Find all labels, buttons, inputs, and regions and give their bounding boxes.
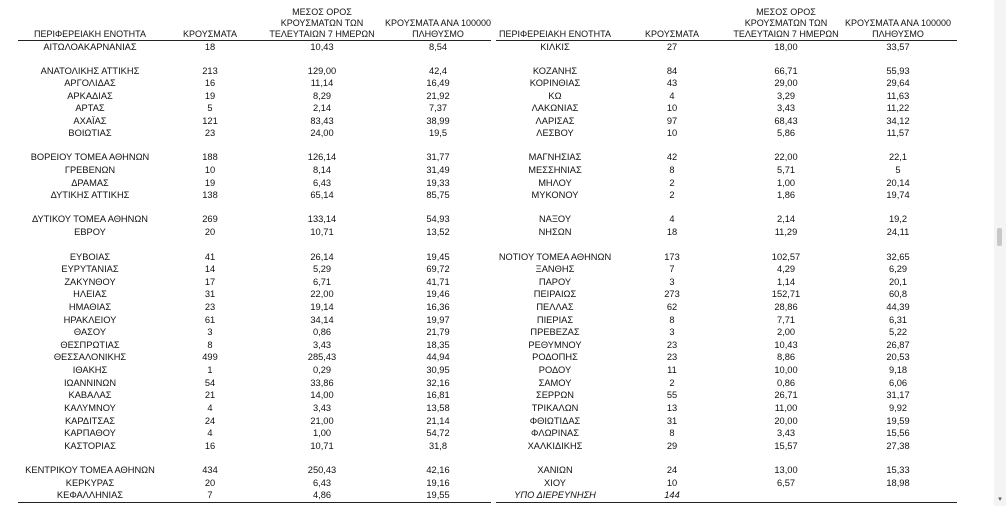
cases-value: 273: [664, 289, 680, 299]
per100k-value: 19,97: [426, 315, 450, 325]
region-name: ΧΑΝΙΩΝ: [537, 465, 573, 475]
avg7-value: 250,43: [307, 465, 337, 475]
region-name: ΛΑΡΙΣΑΣ: [535, 116, 575, 126]
per100k-value: 31,77: [426, 152, 450, 162]
header-cases: ΚΡΟΥΣΜΑΤΑ: [183, 29, 237, 39]
cases-value: 10: [204, 165, 216, 175]
region-name: ΛΕΣΒΟΥ: [536, 128, 574, 138]
avg7-value: 10,43: [310, 42, 334, 52]
region-name: ΚΑΡΠΑΘΟΥ: [64, 428, 116, 438]
avg7-value: 5,86: [776, 128, 796, 138]
cases-value: 10: [666, 103, 678, 113]
cases-value: 23: [666, 352, 678, 362]
region-name: ΚΕΝΤΡΙΚΟΥ ΤΟΜΕΑ ΑΘΗΝΩΝ: [25, 465, 155, 475]
region-name: ΦΘΙΩΤΙΔΑΣ: [529, 416, 581, 426]
cases-value: 5: [207, 103, 213, 113]
avg7-value: 102,57: [771, 252, 801, 262]
per100k-value: 27,38: [886, 441, 910, 451]
cases-value: 18: [666, 227, 678, 237]
table-bottom-rule: [18, 502, 491, 503]
per100k-value: 19,74: [886, 190, 910, 200]
per100k-value: 30,95: [426, 365, 450, 375]
per100k-value: 32,16: [426, 378, 450, 388]
avg7-value: 3,29: [776, 91, 796, 101]
avg7-value: 5,29: [312, 264, 332, 274]
per100k-value: 19,45: [426, 252, 450, 262]
cases-value: 4: [669, 214, 675, 224]
avg7-value: 20,00: [774, 416, 798, 426]
avg7-value: 8,14: [312, 165, 332, 175]
region-name: ΚΑΡΔΙΤΣΑΣ: [64, 416, 116, 426]
per100k-value: 19,33: [426, 178, 450, 188]
cases-value: 10: [666, 478, 678, 488]
region-name: ΔΥΤΙΚΗΣ ΑΤΤΙΚΗΣ: [50, 190, 130, 200]
avg7-value: 8,29: [312, 91, 332, 101]
avg7-value: 6,71: [312, 277, 332, 287]
per100k-value: 19,16: [426, 478, 450, 488]
per100k-value: 31,49: [426, 165, 450, 175]
cases-value: 4: [669, 91, 675, 101]
header-rule: [18, 40, 491, 41]
region-name: ΗΡΑΚΛΕΙΟΥ: [63, 315, 117, 325]
avg7-value: 6,43: [312, 478, 332, 488]
per100k-value: 38,99: [426, 116, 450, 126]
region-name: ΑΡΓΟΛΙΔΑΣ: [64, 78, 116, 88]
cases-value: 97: [666, 116, 678, 126]
cases-value: 4: [207, 403, 213, 413]
cases-value: 16: [204, 441, 216, 451]
region-name: ΜΥΚΟΝΟΥ: [531, 190, 579, 200]
avg7-value: 19,14: [310, 302, 334, 312]
region-name: ΜΕΣΣΗΝΙΑΣ: [528, 165, 582, 175]
header-avg7: ΜΕΣΟΣ ΟΡΟΣ ΚΡΟΥΣΜΑΤΩΝ ΤΩΝ ΤΕΛΕΥΤΑΙΩΝ 7 ΗΜΕΡΩΝ: [733, 7, 839, 39]
avg7-value: 33,86: [310, 378, 334, 388]
header-region: ΠΕΡΙΦΕΡΕΙΑΚΗ ΕΝΟΤΗΤΑ: [33, 29, 147, 39]
avg7-value: 2,14: [312, 103, 332, 113]
cases-value: 61: [204, 315, 216, 325]
region-name: ΜΗΛΟΥ: [538, 178, 572, 188]
region-name: ΙΘΑΚΗΣ: [72, 365, 108, 375]
per100k-value: 29,64: [886, 78, 910, 88]
region-name: ΛΑΚΩΝΙΑΣ: [531, 103, 579, 113]
cases-value: 3: [669, 277, 675, 287]
cases-value: 7: [207, 490, 213, 500]
region-name: ΑΙΤΩΛΟΑΚΑΡΝΑΝΙΑΣ: [43, 42, 137, 52]
per100k-value: 15,56: [886, 428, 910, 438]
header-region: ΠΕΡΙΦΕΡΕΙΑΚΗ ΕΝΟΤΗΤΑ: [498, 29, 612, 39]
per100k-value: 54,72: [426, 428, 450, 438]
avg7-value: 3,43: [776, 428, 796, 438]
per100k-value: 55,93: [886, 66, 910, 76]
header-per100k: ΚΡΟΥΣΜΑΤΑ ΑΝΑ 100000 ΠΛΗΘΥΣΜΟ: [385, 18, 491, 39]
region-name: ΚΑΒΑΛΑΣ: [68, 390, 112, 400]
region-name: ΘΕΣΣΑΛΟΝΙΚΗΣ: [53, 352, 127, 362]
cases-value: 16: [204, 78, 216, 88]
avg7-value: 26,14: [310, 252, 334, 262]
table-bottom-rule: [496, 502, 957, 503]
cases-value: 8: [669, 428, 675, 438]
cases-value: 31: [666, 416, 678, 426]
avg7-value: 8,86: [776, 352, 796, 362]
per100k-value: 24,11: [886, 227, 910, 237]
cases-value: 8: [669, 165, 675, 175]
region-name: ΚΩ: [548, 91, 562, 101]
avg7-value: 65,14: [310, 190, 334, 200]
per100k-value: 44,39: [886, 302, 910, 312]
avg7-value: 28,86: [774, 302, 798, 312]
scroll-down-arrow-icon[interactable]: ▾: [998, 496, 1002, 503]
region-name: ΕΥΡΥΤΑΝΙΑΣ: [61, 264, 119, 274]
region-name: ΚΑΛΥΜΝΟΥ: [64, 403, 116, 413]
cases-value: 144: [664, 490, 680, 500]
per100k-value: 69,72: [426, 264, 450, 274]
per100k-value: 5: [895, 165, 901, 175]
cases-value: 3: [669, 327, 675, 337]
region-name: ΚΙΛΚΙΣ: [540, 42, 570, 52]
per100k-value: 21,14: [426, 416, 450, 426]
per100k-value: 11,57: [886, 128, 910, 138]
region-name: ΒΟΙΩΤΙΑΣ: [68, 128, 112, 138]
avg7-value: 11,14: [310, 78, 334, 88]
region-name: ΔΡΑΜΑΣ: [71, 178, 109, 188]
per100k-value: 19,2: [888, 214, 908, 224]
per100k-value: 20,1: [888, 277, 908, 287]
cases-value: 10: [666, 128, 678, 138]
cases-value: 213: [202, 66, 218, 76]
region-name: ΚΕΦΑΛΛΗΝΙΑΣ: [56, 490, 124, 500]
cases-value: 13: [666, 403, 678, 413]
avg7-value: 4,86: [312, 490, 332, 500]
cases-value: 24: [204, 416, 216, 426]
per100k-value: 21,79: [426, 327, 450, 337]
cases-value: 62: [666, 302, 678, 312]
cases-value: 23: [666, 340, 678, 350]
region-name: ΧΑΛΚΙΔΙΚΗΣ: [527, 441, 583, 451]
per100k-value: 22,1: [888, 152, 908, 162]
cases-value: 27: [666, 42, 678, 52]
region-name: ΗΜΑΘΙΑΣ: [68, 302, 112, 312]
avg7-value: 3,43: [312, 403, 332, 413]
region-name: ΗΛΕΙΑΣ: [73, 289, 107, 299]
per100k-value: 19,55: [426, 490, 450, 500]
per100k-value: 13,58: [426, 403, 450, 413]
per100k-value: 6,06: [888, 378, 908, 388]
avg7-value: 34,14: [310, 315, 334, 325]
avg7-value: 1,00: [776, 178, 796, 188]
header-avg7: ΜΕΣΟΣ ΟΡΟΣ ΚΡΟΥΣΜΑΤΩΝ ΤΩΝ ΤΕΛΕΥΤΑΙΩΝ 7 ΗΜΕΡΩΝ: [269, 7, 375, 39]
region-name: ΘΕΣΠΡΩΤΙΑΣ: [60, 340, 120, 350]
per100k-value: 32,65: [886, 252, 910, 262]
cases-value: 19: [204, 178, 216, 188]
cases-value: 19: [204, 91, 216, 101]
avg7-value: 285,43: [307, 352, 337, 362]
region-name: ΔΥΤΙΚΟΥ ΤΟΜΕΑ ΑΘΗΝΩΝ: [31, 214, 149, 224]
avg7-value: 15,57: [774, 441, 798, 451]
cases-value: 31: [204, 289, 216, 299]
cases-value: 84: [666, 66, 678, 76]
per100k-value: 8,54: [428, 42, 448, 52]
per100k-value: 31,17: [886, 390, 910, 400]
avg7-value: 5,71: [776, 165, 796, 175]
cases-value: 8: [669, 315, 675, 325]
avg7-value: 18,00: [774, 42, 798, 52]
cases-value: 2: [669, 378, 675, 388]
cases-value: 8: [207, 340, 213, 350]
cases-value: 54: [204, 378, 216, 388]
per100k-value: 85,75: [426, 190, 450, 200]
region-name: ΖΑΚΥΝΘΟΥ: [64, 277, 116, 287]
cases-value: 41: [204, 252, 216, 262]
region-name: ΝΗΣΩΝ: [538, 227, 572, 237]
per100k-value: 18,35: [426, 340, 450, 350]
avg7-value: 6,57: [776, 478, 796, 488]
region-name: ΦΛΩΡΙΝΑΣ: [530, 428, 580, 438]
region-name: ΕΥΒΟΙΑΣ: [69, 252, 111, 262]
scrollbar-thumb[interactable]: [997, 228, 1002, 246]
cases-value: 23: [204, 128, 216, 138]
region-name: ΚΟΖΑΝΗΣ: [532, 66, 578, 76]
region-name: ΠΑΡΟΥ: [538, 277, 572, 287]
cases-value: 121: [202, 116, 218, 126]
per100k-value: 5,22: [888, 327, 908, 337]
region-name: ΡΟΔΟΥ: [538, 365, 572, 375]
header-cases: ΚΡΟΥΣΜΑΤΑ: [645, 29, 699, 39]
per100k-value: 21,92: [426, 91, 450, 101]
per100k-value: 26,87: [886, 340, 910, 350]
avg7-value: 152,71: [771, 289, 801, 299]
cases-value: 14: [204, 264, 216, 274]
per100k-value: 34,12: [886, 116, 910, 126]
avg7-value: 11,29: [774, 227, 798, 237]
header-per100k: ΚΡΟΥΣΜΑΤΑ ΑΝΑ 100000 ΠΛΗΘΥΣΜΟ: [845, 18, 951, 39]
region-name: ΙΩΑΝΝΙΝΩΝ: [63, 378, 117, 388]
cases-value: 18: [204, 42, 216, 52]
cases-value: 24: [666, 465, 678, 475]
avg7-value: 22,00: [774, 152, 798, 162]
cases-value: 20: [204, 227, 216, 237]
avg7-value: 133,14: [307, 214, 337, 224]
region-name: ΡΕΘΥΜΝΟΥ: [528, 340, 582, 350]
per100k-value: 19,5: [428, 128, 448, 138]
avg7-value: 66,71: [774, 66, 798, 76]
avg7-value: 0,86: [312, 327, 332, 337]
cases-value: 42: [666, 152, 678, 162]
region-name: ΚΕΡΚΥΡΑΣ: [65, 478, 115, 488]
cases-value: 21: [204, 390, 216, 400]
cases-value: 2: [669, 178, 675, 188]
per100k-value: 16,81: [426, 390, 450, 400]
per100k-value: 42,4: [428, 66, 448, 76]
avg7-value: 4,29: [776, 264, 796, 274]
avg7-value: 10,71: [310, 227, 334, 237]
cases-value: 4: [207, 428, 213, 438]
avg7-value: 0,29: [312, 365, 332, 375]
per100k-value: 11,22: [886, 103, 910, 113]
avg7-value: 126,14: [307, 152, 337, 162]
cases-value: 173: [664, 252, 680, 262]
per100k-value: 15,33: [886, 465, 910, 475]
cases-value: 20: [204, 478, 216, 488]
cases-value: 55: [666, 390, 678, 400]
region-name: ΑΝΑΤΟΛΙΚΗΣ ΑΤΤΙΚΗΣ: [40, 66, 140, 76]
region-name: ΚΑΣΤΟΡΙΑΣ: [64, 441, 116, 451]
per100k-value: 6,29: [888, 264, 908, 274]
avg7-value: 22,00: [310, 289, 334, 299]
cases-value: 499: [202, 352, 218, 362]
cases-value: 269: [202, 214, 218, 224]
region-name: ΑΡΚΑΔΙΑΣ: [67, 91, 113, 101]
cases-value: 3: [207, 327, 213, 337]
region-name: ΝΑΞΟΥ: [538, 214, 572, 224]
avg7-value: 2,14: [776, 214, 796, 224]
avg7-value: 129,00: [307, 66, 337, 76]
region-name: ΥΠΟ ΔΙΕΡΕΥΝΗΣΗ: [514, 490, 596, 500]
region-name: ΣΕΡΡΩΝ: [535, 390, 574, 400]
cases-value: 29: [666, 441, 678, 451]
avg7-value: 6,43: [312, 178, 332, 188]
avg7-value: 2,00: [776, 327, 796, 337]
per100k-value: 41,71: [426, 277, 450, 287]
avg7-value: 29,00: [774, 78, 798, 88]
avg7-value: 10,43: [774, 340, 798, 350]
per100k-value: 19,46: [426, 289, 450, 299]
region-name: ΡΟΔΟΠΗΣ: [532, 352, 578, 362]
avg7-value: 7,71: [776, 315, 796, 325]
region-name: ΓΡΕΒΕΝΩΝ: [64, 165, 116, 175]
region-name: ΠΡΕΒΕΖΑΣ: [530, 327, 580, 337]
per100k-value: 18,98: [886, 478, 910, 488]
per100k-value: 16,49: [426, 78, 450, 88]
per100k-value: 13,52: [426, 227, 450, 237]
per100k-value: 9,18: [888, 365, 908, 375]
per100k-value: 54,93: [426, 214, 450, 224]
region-name: ΤΡΙΚΑΛΩΝ: [531, 403, 579, 413]
cases-value: 11: [667, 365, 677, 375]
cases-value: 17: [204, 277, 216, 287]
region-name: ΠΙΕΡΙΑΣ: [536, 315, 574, 325]
region-name: ΑΧΑΪΑΣ: [73, 116, 107, 126]
per100k-value: 16,36: [426, 302, 450, 312]
per100k-value: 11,63: [886, 91, 910, 101]
avg7-value: 10,00: [774, 365, 798, 375]
per100k-value: 42,16: [426, 465, 450, 475]
per100k-value: 33,57: [886, 42, 910, 52]
region-name: ΚΟΡΙΝΘΙΑΣ: [529, 78, 581, 88]
region-name: ΧΙΟΥ: [544, 478, 566, 488]
per100k-value: 60,8: [888, 289, 908, 299]
region-name: ΠΕΛΛΑΣ: [536, 302, 574, 312]
avg7-value: 26,71: [774, 390, 798, 400]
cases-value: 188: [202, 152, 218, 162]
avg7-value: 21,00: [310, 416, 334, 426]
avg7-value: 0,86: [776, 378, 796, 388]
region-name: ΑΡΤΑΣ: [75, 103, 105, 113]
avg7-value: 13,00: [774, 465, 798, 475]
per100k-value: 9,92: [888, 403, 908, 413]
avg7-value: 3,43: [776, 103, 796, 113]
header-rule: [496, 40, 957, 41]
region-name: ΞΑΝΘΗΣ: [535, 264, 575, 274]
avg7-value: 3,43: [312, 340, 332, 350]
cases-value: 7: [669, 264, 675, 274]
per100k-value: 7,37: [428, 103, 448, 113]
per100k-value: 19,59: [886, 416, 910, 426]
cases-value: 2: [669, 190, 675, 200]
region-name: ΜΑΓΝΗΣΙΑΣ: [528, 152, 582, 162]
avg7-value: 1,14: [776, 277, 796, 287]
region-name: ΣΑΜΟΥ: [538, 378, 572, 388]
cases-value: 23: [204, 302, 216, 312]
per100k-value: 20,53: [886, 352, 910, 362]
per100k-value: 6,31: [888, 315, 908, 325]
region-name: ΕΒΡΟΥ: [74, 227, 106, 237]
avg7-value: 10,71: [310, 441, 334, 451]
region-name: ΘΑΣΟΥ: [73, 327, 107, 337]
region-name: ΒΟΡΕΙΟΥ ΤΟΜΕΑ ΑΘΗΝΩΝ: [30, 152, 150, 162]
cases-value: 43: [666, 78, 678, 88]
avg7-value: 24,00: [310, 128, 334, 138]
avg7-value: 1,86: [776, 190, 796, 200]
cases-value: 434: [202, 465, 218, 475]
per100k-value: 31,8: [428, 441, 448, 451]
cases-value: 138: [202, 190, 218, 200]
per100k-value: 20,14: [886, 178, 910, 188]
region-name: ΝΟΤΙΟΥ ΤΟΜΕΑ ΑΘΗΝΩΝ: [498, 252, 612, 262]
avg7-value: 83,43: [310, 116, 334, 126]
per100k-value: 44,94: [426, 352, 450, 362]
region-name: ΠΕΙΡΑΙΩΣ: [533, 289, 577, 299]
avg7-value: 1,00: [312, 428, 332, 438]
avg7-value: 11,00: [774, 403, 798, 413]
vertical-scrollbar[interactable]: [994, 0, 1006, 506]
cases-value: 1: [207, 365, 213, 375]
avg7-value: 68,43: [774, 116, 798, 126]
avg7-value: 14,00: [310, 390, 334, 400]
